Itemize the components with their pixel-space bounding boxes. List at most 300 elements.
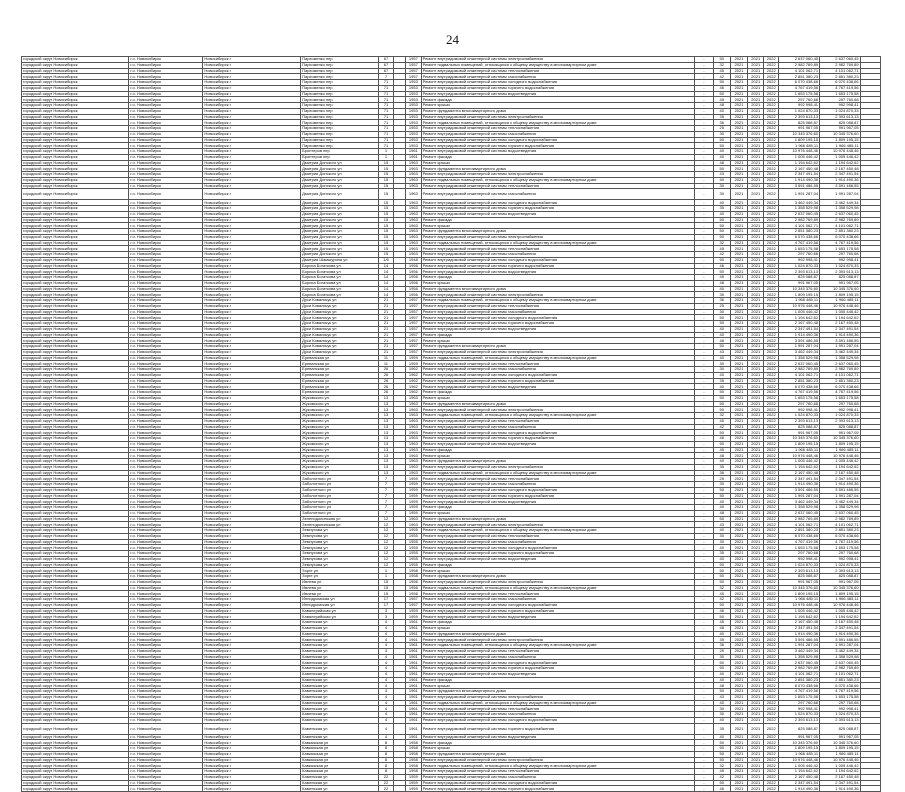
cell-district: городской округ Новосибирск bbox=[22, 585, 129, 591]
cell-cost: 1 358 529,98 bbox=[779, 355, 820, 361]
cell-settlement: г.о. Новосибирск bbox=[129, 700, 203, 706]
cell-settlement_full: Новосибирск г bbox=[203, 539, 301, 545]
cell-work: Ремонт внутридомовой инженерной системы горячего водоснабжения bbox=[421, 263, 694, 269]
cell-qty: 35 bbox=[713, 637, 730, 643]
cell-plan_from: 2021 bbox=[748, 597, 764, 603]
cell-district: городской округ Новосибирск bbox=[22, 418, 129, 424]
cell-house: 15 bbox=[378, 160, 394, 166]
cell-term: 2021 bbox=[730, 57, 748, 63]
cell-street: Пархоменко пер bbox=[301, 131, 379, 137]
cell-work: Ремонт внутридомовой инженерной системы холодного водоснабжения bbox=[421, 315, 694, 321]
cell-settlement: г.о. Новосибирск bbox=[129, 654, 203, 660]
cell-cost: 2 982 769,89 bbox=[779, 217, 820, 223]
cell-total: 1 358 529,98 bbox=[820, 654, 861, 660]
cell-settlement_full: Новосибирск г bbox=[203, 166, 301, 172]
cell-qty: 50 bbox=[713, 407, 730, 413]
cell-total: 297 760,68 bbox=[820, 97, 861, 103]
cell-unit: - bbox=[694, 591, 713, 597]
cell-house: 12 bbox=[378, 539, 394, 545]
cell-total: 2 982 769,89 bbox=[820, 217, 861, 223]
cell-qty: 50 bbox=[713, 746, 730, 752]
cell-unit: - bbox=[694, 395, 713, 401]
cell-qty: 48 bbox=[713, 625, 730, 631]
cell-year: 1963 bbox=[406, 183, 422, 189]
cell-term: 2021 bbox=[730, 717, 748, 723]
cell-total: 6 070 438,66 bbox=[820, 234, 861, 240]
cell-plan_to: 2022 bbox=[763, 516, 779, 522]
cell-total: 3 462 449,34 bbox=[820, 200, 861, 206]
cell-total: 991 967,05 bbox=[820, 734, 861, 740]
cell-term: 2021 bbox=[730, 62, 748, 68]
cell-street: Пархоменко пер bbox=[301, 97, 379, 103]
cell-cost: 1 005 446,42 bbox=[779, 154, 820, 160]
cell-qty: 25 bbox=[713, 476, 730, 482]
cell-qty: 46 bbox=[713, 263, 730, 269]
cell-total: 2 637 060,45 bbox=[820, 510, 861, 516]
cell-plan_from: 2021 bbox=[748, 217, 764, 223]
cell-plan_from: 2021 bbox=[748, 338, 764, 344]
cell-plan_from: 2021 bbox=[748, 126, 764, 132]
cell-cost: 4 101 062,71 bbox=[779, 223, 820, 229]
cell-district: городской округ Новосибирск bbox=[22, 206, 129, 212]
cell-house: 15 bbox=[378, 591, 394, 597]
cell-plan_from: 2021 bbox=[748, 206, 764, 212]
cell-qty: 42 bbox=[713, 252, 730, 258]
cell-term: 2021 bbox=[730, 786, 748, 792]
cell-street: Заболотного ул bbox=[301, 482, 379, 488]
cell-plan_from: 2021 bbox=[748, 516, 764, 522]
cell-term: 2021 bbox=[730, 183, 748, 189]
cell-street: Жуковского ул bbox=[301, 407, 379, 413]
cell-settlement_full: Новосибирск г bbox=[203, 74, 301, 80]
cell-year: 1957 bbox=[406, 303, 422, 309]
cell-plan_to: 2022 bbox=[763, 654, 779, 660]
cell-cost: 4 767 419,56 bbox=[779, 85, 820, 91]
cell-street: Пархоменко пер bbox=[301, 80, 379, 86]
cell-work: Ремонт внутридомовой инженерной системы электроснабжения bbox=[421, 172, 694, 178]
cell-term: 2021 bbox=[730, 591, 748, 597]
cell-settlement: г.о. Новосибирск bbox=[129, 407, 203, 413]
cell-work: Ремонт внутридомовой инженерной системы холодного водоснабжения bbox=[421, 545, 694, 551]
cell-year: 1963 bbox=[406, 441, 422, 447]
cell-plan_from: 2021 bbox=[748, 620, 764, 626]
cell-plan_from: 2021 bbox=[748, 717, 764, 723]
cell-term: 2021 bbox=[730, 539, 748, 545]
cell-plan_to: 2022 bbox=[763, 395, 779, 401]
cell-district: городской округ Новосибирск bbox=[22, 522, 129, 528]
cell-term: 2021 bbox=[730, 372, 748, 378]
cell-total: 3 591 486,55 bbox=[820, 487, 861, 493]
cell-work: Ремонт внутридомовой инженерной системы теплоснабжения bbox=[421, 769, 694, 775]
cell-settlement: г.о. Новосибирск bbox=[129, 470, 203, 476]
cell-cost: 6 070 438,66 bbox=[779, 384, 820, 390]
cell-plan_to: 2022 bbox=[763, 533, 779, 539]
cell-total: 2 393 613,13 bbox=[820, 568, 861, 574]
cell-total: 2 167 450,48 bbox=[820, 166, 861, 172]
cell-settlement: г.о. Новосибирск bbox=[129, 482, 203, 488]
cell-work: Ремонт внутридомовой инженерной системы газоснабжения bbox=[421, 367, 694, 373]
cell-house: 15 bbox=[378, 579, 394, 585]
cell-settlement: г.о. Новосибирск bbox=[129, 85, 203, 91]
cell-street: Пархоменко пер bbox=[301, 120, 379, 126]
cell-total: 4 101 062,71 bbox=[820, 68, 861, 74]
cell-work: Ремонт внутридомовой инженерной системы электроснабжения bbox=[421, 57, 694, 63]
cell-plan_to: 2022 bbox=[763, 631, 779, 637]
cell-street: Жуковского ул bbox=[301, 413, 379, 419]
cell-term: 2021 bbox=[730, 459, 748, 465]
cell-year: 1959 bbox=[406, 361, 422, 367]
cell-qty: 32 bbox=[713, 240, 730, 246]
cell-house: 71 bbox=[378, 114, 394, 120]
cell-cost: 1 194 642,62 bbox=[779, 160, 820, 166]
cell-district: городской округ Новосибирск bbox=[22, 740, 129, 746]
cell-plan_from: 2021 bbox=[748, 734, 764, 740]
cell-plan_to: 2022 bbox=[763, 786, 779, 792]
cell-work: Ремонт внутридомовой инженерной системы водоотведения bbox=[421, 149, 694, 155]
cell-term: 2021 bbox=[730, 648, 748, 654]
cell-unit: - bbox=[694, 390, 713, 396]
cell-house: 15 bbox=[378, 585, 394, 591]
cell-cost: 2 851 380,23 bbox=[779, 378, 820, 384]
cell-plan_from: 2021 bbox=[748, 97, 764, 103]
cell-unit: - bbox=[694, 774, 713, 780]
cell-house: 15 bbox=[378, 189, 394, 200]
cell-district: городской округ Новосибирск bbox=[22, 620, 129, 626]
cell-plan_from: 2021 bbox=[748, 602, 764, 608]
cell-qty: 50 bbox=[713, 660, 730, 666]
cell-year: 1955 bbox=[406, 551, 422, 557]
cell-term: 2021 bbox=[730, 562, 748, 568]
cell-street: Кавказская ул bbox=[301, 757, 379, 763]
cell-street: Кавказская ул bbox=[301, 763, 379, 769]
cell-plan_from: 2021 bbox=[748, 424, 764, 430]
cell-settlement: г.о. Новосибирск bbox=[129, 453, 203, 459]
cell-street: Бориса Богаткова ул bbox=[301, 292, 379, 298]
cell-work: Ремонт внутридомовой инженерной системы газоснабжения bbox=[421, 482, 694, 488]
cell-total: 10 345 376,60 bbox=[820, 436, 861, 442]
cell-plan_to: 2022 bbox=[763, 585, 779, 591]
cell-settlement_full: Новосибирск г bbox=[203, 723, 301, 734]
cell-district: городской округ Новосибирск bbox=[22, 160, 129, 166]
cell-total: 4 101 062,71 bbox=[820, 372, 861, 378]
cell-plan_from: 2021 bbox=[748, 80, 764, 86]
cell-unit: - bbox=[694, 407, 713, 413]
cell-total: 1 914 490,36 bbox=[820, 631, 861, 637]
cell-year: 1959 bbox=[406, 780, 422, 786]
cell-plan_from: 2021 bbox=[748, 614, 764, 620]
cell-district: городской округ Новосибирск bbox=[22, 292, 129, 298]
cell-settlement: г.о. Новосибирск bbox=[129, 464, 203, 470]
cell-year: 1961 bbox=[406, 671, 422, 677]
cell-settlement: г.о. Новосибирск bbox=[129, 338, 203, 344]
cell-cost: 2 982 769,89 bbox=[779, 666, 820, 672]
cell-cost: 4 767 419,56 bbox=[779, 689, 820, 695]
cell-year: 1958 bbox=[406, 568, 422, 574]
cell-district: городской округ Новосибирск bbox=[22, 510, 129, 516]
cell-year: 1957 bbox=[406, 68, 422, 74]
cell-street: Дуси Ковальчук ул bbox=[301, 303, 379, 309]
cell-settlement: г.о. Новосибирск bbox=[129, 551, 203, 557]
cell-term: 2021 bbox=[730, 671, 748, 677]
cell-district: городской округ Новосибирск bbox=[22, 240, 129, 246]
cell-street: Ивлева ул bbox=[301, 591, 379, 597]
cell-qty: 50 bbox=[713, 321, 730, 327]
cell-plan_to: 2022 bbox=[763, 223, 779, 229]
cell-plan_from: 2021 bbox=[748, 137, 764, 143]
cell-work: Ремонт фундамента многоквартирного дома bbox=[421, 166, 694, 172]
cell-house: 15 bbox=[378, 234, 394, 240]
cell-plan_to: 2022 bbox=[763, 384, 779, 390]
cell-house: 12 bbox=[378, 545, 394, 551]
cell-qty: 40 bbox=[713, 286, 730, 292]
cell-house: 4 bbox=[378, 677, 394, 683]
cell-total: 2 393 613,13 bbox=[820, 717, 861, 723]
cell-total: 4 767 419,56 bbox=[820, 390, 861, 396]
cell-settlement_full: Новосибирск г bbox=[203, 528, 301, 534]
cell-cost: 1 991 287,04 bbox=[779, 493, 820, 499]
cell-plan_to: 2022 bbox=[763, 487, 779, 493]
cell-total: 1 914 490,36 bbox=[820, 332, 861, 338]
cell-district: городской округ Новосибирск bbox=[22, 263, 129, 269]
cell-plan_from: 2021 bbox=[748, 453, 764, 459]
cell-plan_from: 2021 bbox=[748, 200, 764, 206]
cell-unit: - bbox=[694, 229, 713, 235]
cell-settlement: г.о. Новосибирск bbox=[129, 666, 203, 672]
cell-qty: 50 bbox=[713, 80, 730, 86]
cell-cost: 1 194 642,62 bbox=[779, 614, 820, 620]
cell-unit: - bbox=[694, 206, 713, 212]
cell-term: 2021 bbox=[730, 740, 748, 746]
cell-street: Ереванская ул bbox=[301, 378, 379, 384]
cell-qty: 30 bbox=[713, 482, 730, 488]
cell-settlement: г.о. Новосибирск bbox=[129, 126, 203, 132]
cell-qty: 40 bbox=[713, 545, 730, 551]
cell-street: Дмитрия Донского ул bbox=[301, 223, 379, 229]
cell-term: 2021 bbox=[730, 441, 748, 447]
cell-house: 1 bbox=[378, 149, 394, 155]
cell-plan_from: 2021 bbox=[748, 367, 764, 373]
cell-plan_from: 2021 bbox=[748, 395, 764, 401]
cell-cost: 1 358 529,98 bbox=[779, 206, 820, 212]
cell-plan_from: 2021 bbox=[748, 574, 764, 580]
cell-unit: - bbox=[694, 62, 713, 68]
cell-plan_to: 2022 bbox=[763, 108, 779, 114]
cell-unit: - bbox=[694, 292, 713, 298]
cell-unit: - bbox=[694, 694, 713, 700]
cell-house: 22 bbox=[378, 774, 394, 780]
cell-plan_to: 2022 bbox=[763, 315, 779, 321]
cell-settlement_full: Новосибирск г bbox=[203, 395, 301, 401]
cell-cost: 1 653 175,58 bbox=[779, 545, 820, 551]
cell-district: городской округ Новосибирск bbox=[22, 413, 129, 419]
cell-unit: - bbox=[694, 476, 713, 482]
cell-street: Земнухова ул bbox=[301, 539, 379, 545]
cell-plan_from: 2021 bbox=[748, 166, 764, 172]
cell-plan_to: 2022 bbox=[763, 545, 779, 551]
cell-settlement: г.о. Новосибирск bbox=[129, 637, 203, 643]
cell-plan_to: 2022 bbox=[763, 74, 779, 80]
cell-total: 1 358 529,98 bbox=[820, 505, 861, 511]
cell-street: Пархоменко пер bbox=[301, 126, 379, 132]
cell-district: городской округ Новосибирск bbox=[22, 591, 129, 597]
cell-year: 1957 bbox=[406, 62, 422, 68]
cell-district: городской округ Новосибирск bbox=[22, 459, 129, 465]
cell-total: 1 024 870,33 bbox=[820, 413, 861, 419]
cell-year: 1961 bbox=[406, 637, 422, 643]
cell-street: Заболотного ул bbox=[301, 505, 379, 511]
cell-qty: 50 bbox=[713, 493, 730, 499]
cell-plan_to: 2022 bbox=[763, 441, 779, 447]
cell-plan_to: 2022 bbox=[763, 177, 779, 183]
cell-plan_from: 2021 bbox=[748, 332, 764, 338]
cell-work: Ремонт внутридомовой инженерной системы горячего водоснабжения bbox=[421, 206, 694, 212]
cell-district: городской округ Новосибирск bbox=[22, 734, 129, 740]
cell-settlement_full: Новосибирск г bbox=[203, 355, 301, 361]
cell-settlement: г.о. Новосибирск bbox=[129, 263, 203, 269]
cell-street: Земнухова ул bbox=[301, 551, 379, 557]
cell-house: 12 bbox=[378, 551, 394, 557]
cell-work: Ремонт внутридомовой инженерной системы газоснабжения bbox=[421, 654, 694, 660]
cell-unit: - bbox=[694, 418, 713, 424]
cell-street: Каменская ул bbox=[301, 683, 379, 689]
cell-work: Ремонт фундамента многоквартирного дома bbox=[421, 229, 694, 235]
cell-plan_from: 2021 bbox=[748, 499, 764, 505]
cell-district: городской округ Новосибирск bbox=[22, 355, 129, 361]
cell-work: Ремонт крыши bbox=[421, 103, 694, 109]
cell-plan_to: 2022 bbox=[763, 401, 779, 407]
cell-house: 11 bbox=[378, 361, 394, 367]
cell-work: Ремонт фундамента многоквартирного дома bbox=[421, 108, 694, 114]
cell-settlement_full: Новосибирск г bbox=[203, 763, 301, 769]
cell-work: Ремонт внутридомовой инженерной системы газоснабжения bbox=[421, 424, 694, 430]
cell-settlement_full: Новосибирск г bbox=[203, 361, 301, 367]
cell-unit: - bbox=[694, 126, 713, 132]
cell-plan_to: 2022 bbox=[763, 591, 779, 597]
cell-house: 4 bbox=[378, 666, 394, 672]
cell-qty: 40 bbox=[713, 211, 730, 217]
cell-qty: 30 bbox=[713, 189, 730, 200]
cell-street: Заболотного ул bbox=[301, 510, 379, 516]
cell-year: 1956 bbox=[406, 292, 422, 298]
cell-plan_from: 2021 bbox=[748, 326, 764, 332]
cell-settlement_full: Новосибирск г bbox=[203, 608, 301, 614]
cell-plan_from: 2021 bbox=[748, 378, 764, 384]
cell-district: городской округ Новосибирск bbox=[22, 689, 129, 695]
cell-street: Дмитрия Донского ул bbox=[301, 160, 379, 166]
cell-plan_to: 2022 bbox=[763, 717, 779, 723]
cell-plan_to: 2022 bbox=[763, 568, 779, 574]
cell-settlement_full: Новосибирск г bbox=[203, 746, 301, 752]
cell-district: городской округ Новосибирск bbox=[22, 723, 129, 734]
cell-plan_from: 2021 bbox=[748, 585, 764, 591]
cell-work: Ремонт подвальных помещений, относящихся к общему имуществу в многоквартирном доме bbox=[421, 700, 694, 706]
cell-work: Ремонт внутридомовой инженерной системы теплоснабжения bbox=[421, 183, 694, 189]
cell-qty: 45 bbox=[713, 447, 730, 453]
cell-settlement_full: Новосибирск г bbox=[203, 487, 301, 493]
cell-plan_from: 2021 bbox=[748, 172, 764, 178]
cell-qty: 45 bbox=[713, 418, 730, 424]
cell-house: 15 bbox=[378, 211, 394, 217]
cell-settlement: г.о. Новосибирск bbox=[129, 751, 203, 757]
cell-plan_to: 2022 bbox=[763, 275, 779, 281]
cell-term: 2021 bbox=[730, 257, 748, 263]
cell-plan_from: 2021 bbox=[748, 257, 764, 263]
cell-total: 10 976 448,46 bbox=[820, 757, 861, 763]
cell-street: Каменская ул bbox=[301, 666, 379, 672]
cell-house: 4 bbox=[378, 648, 394, 654]
cell-settlement: г.о. Новосибирск bbox=[129, 177, 203, 183]
cell-cost: 2 851 380,23 bbox=[779, 74, 820, 80]
cell-work: Ремонт подвальных помещений, относящихся к общему имуществу в многоквартирном доме bbox=[421, 177, 694, 183]
cell-work: Ремонт внутридомовой инженерной системы горячего водоснабжения bbox=[421, 608, 694, 614]
cell-unit: - bbox=[694, 487, 713, 493]
cell-work: Ремонт внутридомовой инженерной системы холодного водоснабжения bbox=[421, 80, 694, 86]
cell-qty: 40 bbox=[713, 177, 730, 183]
cell-unit: - bbox=[694, 332, 713, 338]
cell-year: 1959 bbox=[406, 476, 422, 482]
cell-house: 15 bbox=[378, 166, 394, 172]
cell-year: 1961 bbox=[406, 620, 422, 626]
cell-plan_to: 2022 bbox=[763, 263, 779, 269]
cell-unit: - bbox=[694, 568, 713, 574]
cell-district: городской округ Новосибирск bbox=[22, 751, 129, 757]
cell-cost: 825 088,87 bbox=[779, 424, 820, 430]
cell-work: Ремонт фундамента многоквартирного дома bbox=[421, 459, 694, 465]
cell-settlement_full: Новосибирск г bbox=[203, 315, 301, 321]
cell-settlement_full: Новосибирск г bbox=[203, 280, 301, 286]
cell-street: Кавалерийская ул bbox=[301, 608, 379, 614]
cell-work: Ремонт внутридомовой инженерной системы горячего водоснабжения bbox=[421, 666, 694, 672]
cell-settlement: г.о. Новосибирск bbox=[129, 591, 203, 597]
cell-plan_to: 2022 bbox=[763, 407, 779, 413]
cell-qty: 50 bbox=[713, 269, 730, 275]
cell-total: 2 347 491,54 bbox=[820, 625, 861, 631]
cell-house: 71 bbox=[378, 126, 394, 132]
cell-year: 1961 bbox=[406, 734, 422, 740]
cell-term: 2021 bbox=[730, 131, 748, 137]
cell-settlement_full: Новосибирск г bbox=[203, 114, 301, 120]
cell-total: 297 760,68 bbox=[820, 700, 861, 706]
cell-settlement_full: Новосибирск г bbox=[203, 706, 301, 712]
cell-unit: - bbox=[694, 597, 713, 603]
cell-house: 15 bbox=[378, 246, 394, 252]
cell-plan_to: 2022 bbox=[763, 344, 779, 350]
cell-term: 2021 bbox=[730, 315, 748, 321]
cell-house: 7 bbox=[378, 482, 394, 488]
cell-qty: 50 bbox=[713, 568, 730, 574]
cell-work: Ремонт фасада bbox=[421, 275, 694, 281]
cell-settlement: г.о. Новосибирск bbox=[129, 780, 203, 786]
cell-total: 2 851 380,23 bbox=[820, 677, 861, 683]
cell-total: 991 967,05 bbox=[820, 280, 861, 286]
cell-qty: 50 bbox=[713, 390, 730, 396]
cell-cost: 825 088,87 bbox=[779, 723, 820, 734]
cell-settlement_full: Новосибирск г bbox=[203, 786, 301, 792]
cell-street: Каменская ул bbox=[301, 712, 379, 718]
cell-house: 12 bbox=[378, 562, 394, 568]
cell-year: 1963 bbox=[406, 401, 422, 407]
cell-settlement: г.о. Новосибирск bbox=[129, 332, 203, 338]
cell-unit: - bbox=[694, 367, 713, 373]
cell-qty: 50 bbox=[713, 234, 730, 240]
cell-street: Каменская ул bbox=[301, 717, 379, 723]
cell-plan_from: 2021 bbox=[748, 689, 764, 695]
cell-plan_to: 2022 bbox=[763, 321, 779, 327]
cell-settlement_full: Новосибирск г bbox=[203, 103, 301, 109]
cell-unit: - bbox=[694, 275, 713, 281]
cell-term: 2021 bbox=[730, 200, 748, 206]
cell-house: 3 bbox=[378, 608, 394, 614]
